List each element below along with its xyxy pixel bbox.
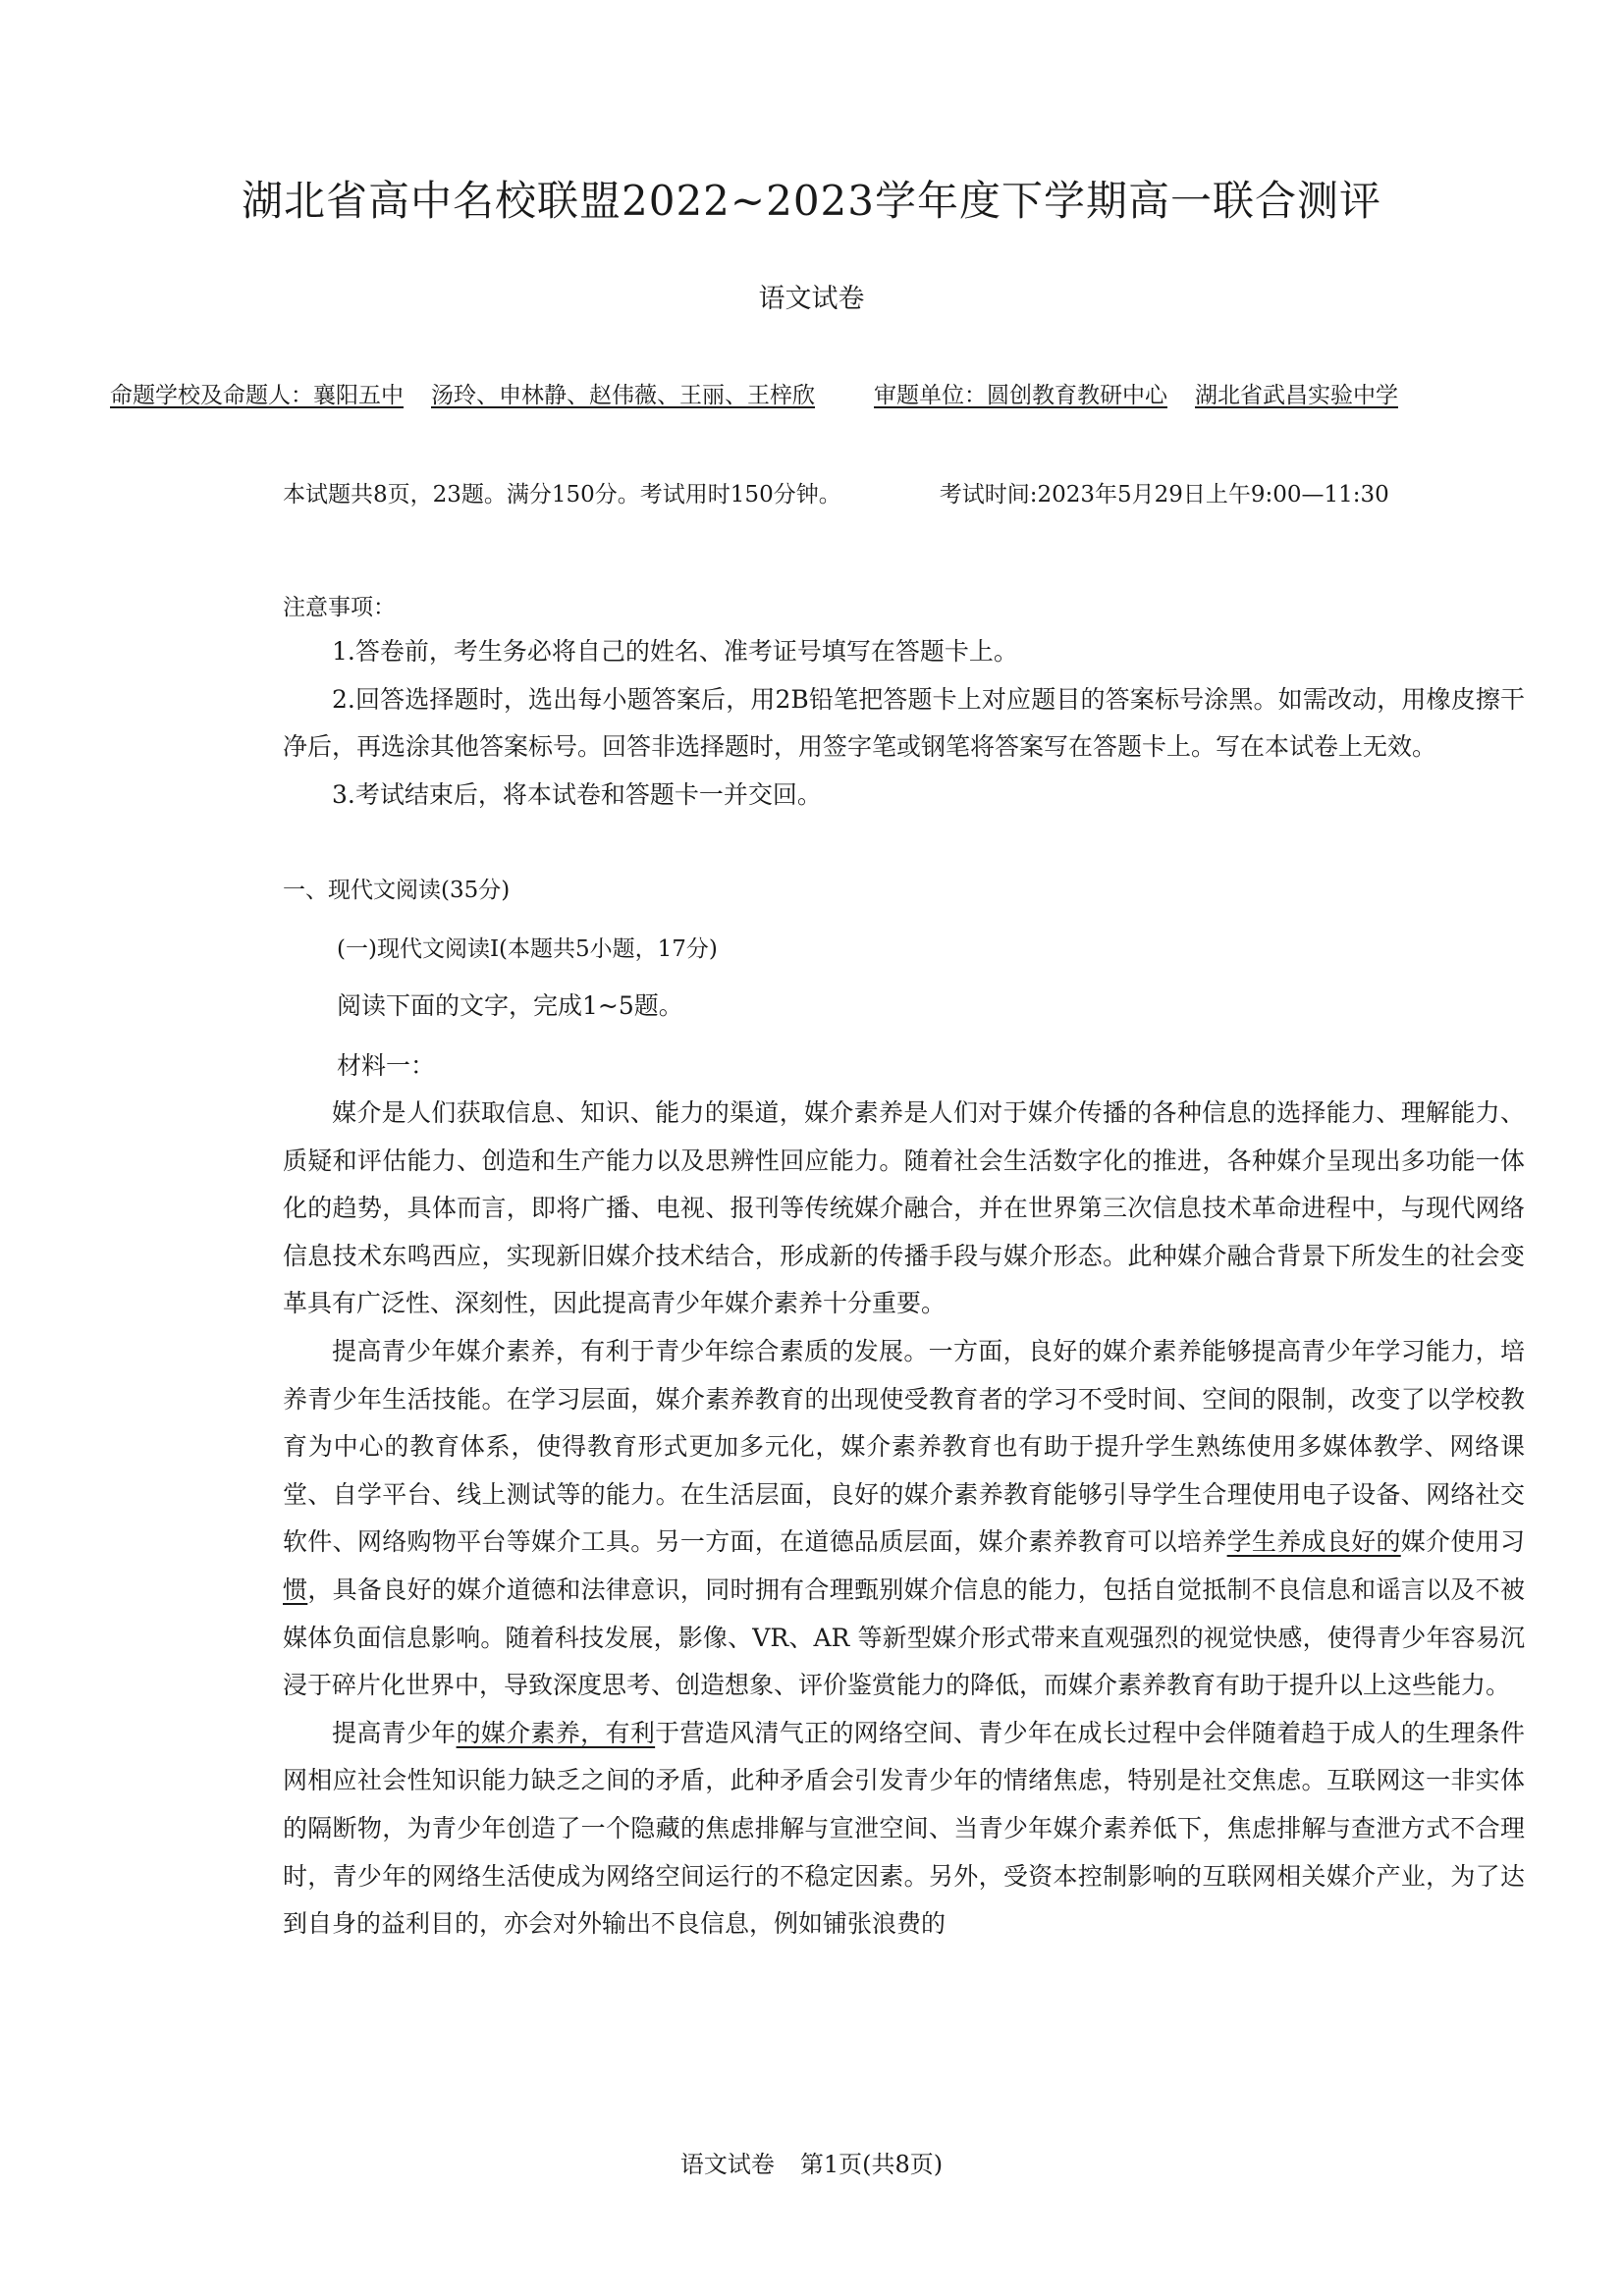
exam-summary: 本试题共8页，23题。满分150分。考试用时150分钟。 bbox=[283, 482, 841, 507]
page-footer bbox=[0, 2145, 1623, 2179]
authors-line bbox=[110, 377, 1398, 409]
notice-item-2: 2.回答选择题时，选出每小题答案后，用2B铅笔把答题卡上对应题目的答案标号涂黑。如需改动，用橡皮擦干净后，再选涂其他答案标号。回答非选择题时，用签字笔或钢笔将答案写在答题卡上。写在本试卷上无效。 bbox=[283, 684, 1525, 762]
underlined-phrase: 学生养成良好的 bbox=[1226, 1527, 1401, 1557]
authors-names: 汤玲、申林静、赵伟薇、王丽、王梓欣 bbox=[431, 383, 815, 408]
exam-title: 湖北省高中名校联盟2022~2023学年度下学期高一联合测评 bbox=[242, 177, 1381, 225]
exam-info bbox=[283, 476, 1389, 508]
exam-time: 考试时间:2023年5月29日上午9:00—11:30 bbox=[939, 482, 1389, 507]
subsection-title: (一)现代文阅读Ⅰ(本题共5小题，17分) bbox=[337, 936, 718, 962]
passage-paragraph-1: 媒介是人们获取信息、知识、能力的渠道，媒介素养是人们对于媒介传播的各种信息的选择能力、理解能力、质疑和评估能力、创造和生产能力以及思辨性回应能力。随着社会生活数字化的推进，各种媒介呈现出多功能一体化的趋势，具体而言，即将广播、电视、报刊等传统媒介融合，并在世界第三次信息技术革命进程中，与现代网络信息技术东鸣西应，实现新旧媒介技术结合，形成新的传播手段与媒介形态。此种媒介融合背景下所发生的社会变革具有广泛性、深刻性，因此提高青少年媒介素养十分重要。 bbox=[283, 1098, 1525, 1318]
underlined-phrase: 的媒介素养，有利 bbox=[456, 1718, 656, 1747]
reviewer-school: 湖北省武昌实验中学 bbox=[1195, 383, 1398, 408]
footer-label: 语文试卷 bbox=[679, 2151, 775, 2178]
reviewer-label: 审题单位：圆创教育教研中心 bbox=[874, 383, 1167, 408]
underlined-phrase: 惯 bbox=[283, 1575, 308, 1604]
section-title: 一、现代文阅读(35分) bbox=[283, 878, 511, 903]
page-number: 第1页(共8页) bbox=[799, 2151, 944, 2178]
notice-item-1: 1.答卷前，考生务必将自己的姓名、准考证号填写在答题卡上。 bbox=[332, 637, 1018, 666]
material-label: 材料一： bbox=[337, 1051, 436, 1080]
passage-paragraph-2: 提高青少年媒介素养，有利于青少年综合素质的发展。一方面，良好的媒介素养能够提高青少年学习能力，培养青少年生活技能。在学习层面，媒介素养教育的出现使受教育者的学习不受时间、空间的限制，改变了以学校教育为中心的教育体系，使得教育形式更加多元化，媒介素养教育也有助于提升学生熟练使用多媒体教学、网络课堂、自学平台、线上测试等的能力。在生活层面，良好的媒介素养教育能够引导学生合理使用电子设备、网络社交软件、网络购物平台等媒介工具。另一方面，在道德品质层面，媒介素养教育可以培养学生养成良好的媒介使用习惯，具备良好的媒介道德和法律意识，同时拥有合理甄别媒介信息的能力，包括自觉抵制不良信息和谣言以及不被媒体负面信息影响。随着科技发展，影像、VR、AR 等新型媒介形式带来直观强烈的视觉快感，使得青少年容易沉浸于碎片化世界中，导致深度思考、创造想象、评价鉴赏能力的降低，而媒介素养教育有助于提升以上这些能力。 bbox=[283, 1336, 1525, 1700]
passage-paragraph-3: 提高青少年的媒介素养，有利于营造风清气正的网络空间、青少年在成长过程中会伴随着趋于成人的生理条件网相应社会性知识能力缺乏之间的矛盾，此种矛盾会引发青少年的情绪焦虑，特别是社交焦虑。互联网这一非实体的隔断物，为青少年创造了一个隐藏的焦虑排解与宣泄空间、当青少年媒介素养低下，焦虑排解与查泄方式不合理时，青少年的网络生活使成为网络空间运行的不稳定因素。另外，受资本控制影响的互联网相关媒介产业，为了达到自身的益利目的，亦会对外输出不良信息，例如铺张浪费的 bbox=[283, 1718, 1525, 1939]
exam-subtitle: 语文试卷 bbox=[758, 284, 865, 314]
notice-item-3: 3.考试结束后，将本试卷和答题卡一并交回。 bbox=[332, 779, 822, 809]
notice-title: 注意事项： bbox=[283, 595, 396, 620]
notice-list bbox=[283, 628, 1525, 819]
reading-instruction: 阅读下面的文字，完成1~5题。 bbox=[337, 991, 683, 1020]
reading-passage bbox=[283, 1090, 1525, 1949]
authors-prefix: 命题学校及命题人：襄阳五中 bbox=[110, 383, 404, 408]
